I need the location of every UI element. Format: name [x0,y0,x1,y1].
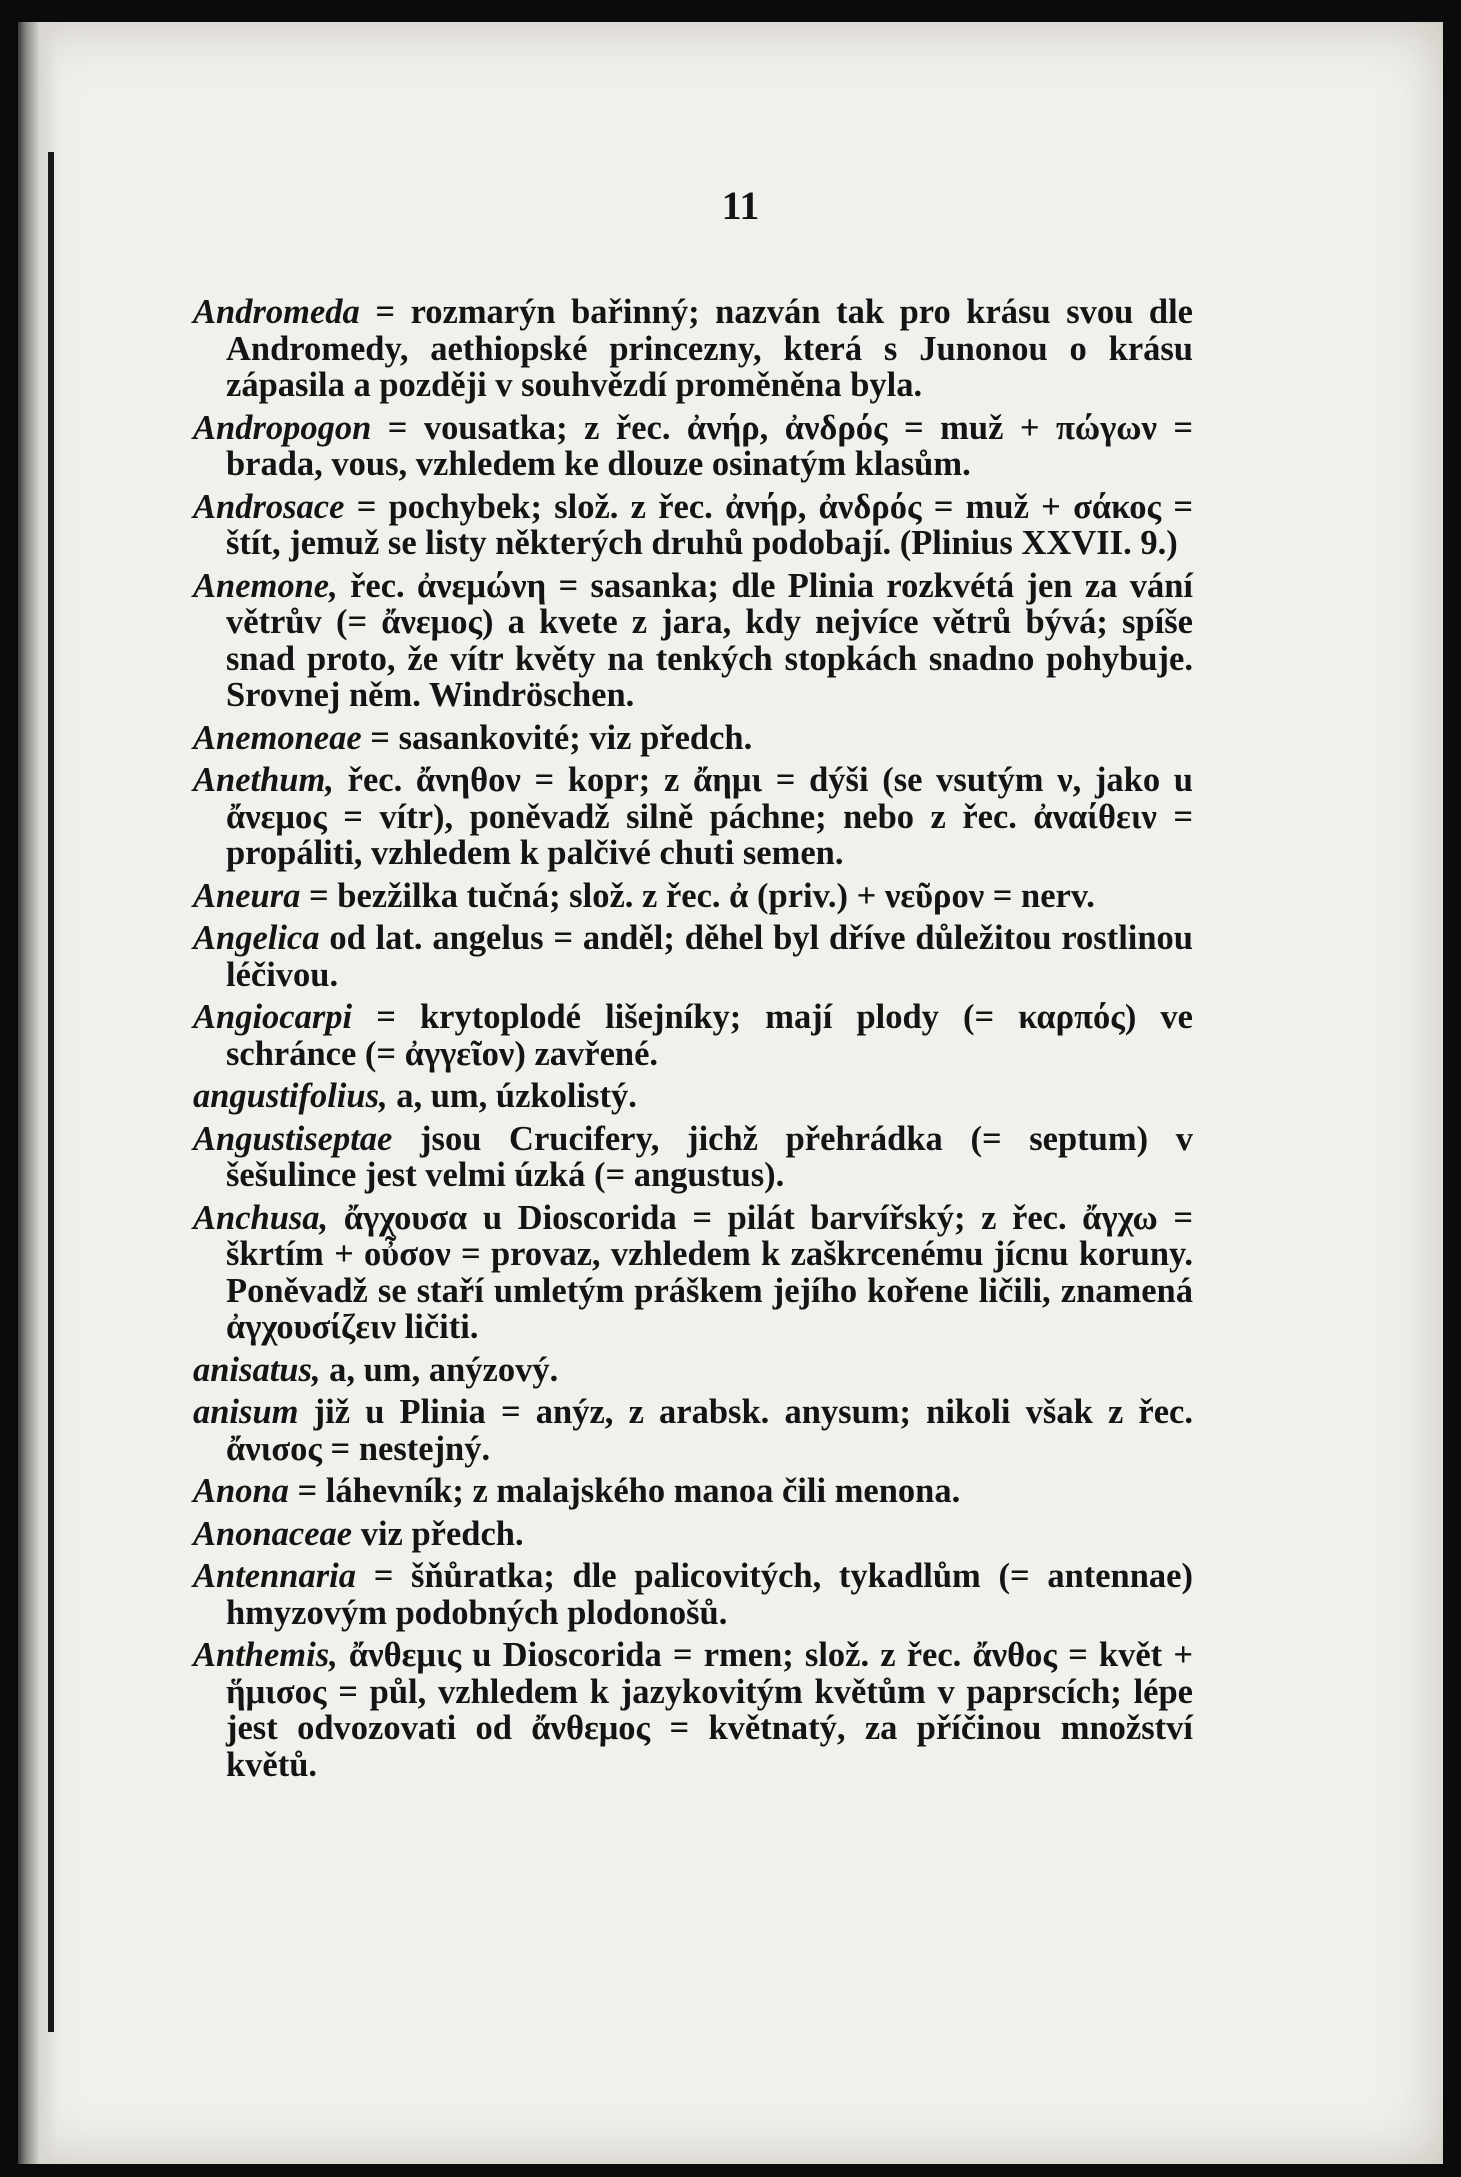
entry-headword: Anemoneae [193,718,362,757]
entry-definition: a, um, úzkolistý. [387,1077,637,1115]
entry-definition: = šňůratka; dle palicovitých, tykadlům (= antennae) hmyzovým podobných plodonošů. [226,1557,1193,1632]
entry-headword: Anemone, [193,566,338,605]
page-number: 11 [721,183,760,228]
dictionary-entry [193,294,1193,404]
entry-headword: Anonaceae [193,1514,353,1553]
dictionary-entry [193,1352,1193,1389]
entry-definition: od lat. angelus = anděl; děhel byl dříve důležitou rostlinou léčivou. [226,919,1193,994]
entry-headword: Andropogon [193,408,372,447]
entry-headword: Antennaria [193,1557,356,1595]
dictionary-entry [193,762,1193,872]
dictionary-entry [193,878,1193,915]
entry-definition: řec. ἀνεμώνη = sasanka; dle Plinia rozkvétá jen za vání větrův (= ἄνεμος) a kvete z jara, kdy nejvíce větrů bývá; spíše snad proto, že vítr květy na tenkých stopkách snadno pohybuje. Srovnej něm. Windröschen. [226,566,1193,714]
dictionary-entry [193,999,1193,1072]
dictionary-entry [193,1516,1193,1553]
entry-headword: Anchusa, [193,1198,329,1237]
entry-headword: anisum [193,1393,299,1431]
entry-definition: a, um, anýzový. [320,1350,559,1389]
dictionary-entry [193,1200,1193,1346]
binding-line [48,152,54,2032]
dictionary-entry [193,1078,1193,1115]
dictionary-entries [193,294,1193,1789]
entry-headword: Andromeda [193,293,360,331]
entry-definition: = vousatka; z řec. ἀνήρ, ἀνδρός = muž + πώγων = brada, vous, vzhledem ke dlouze osinatým klasům. [226,408,1193,483]
entry-headword: Anethum, [193,761,334,799]
dictionary-entry [193,1558,1193,1631]
entry-definition: = láhevník; z malajského manoa čili menona. [288,1472,961,1510]
entry-definition: = bezžilka tučná; slož. z řec. ἀ (priv.) + νεῦρον = nerv. [300,876,1095,915]
entry-headword: Aneura [193,876,301,915]
entry-headword: Anona [193,1472,289,1510]
dictionary-entry [193,920,1193,993]
dictionary-entry [193,568,1193,714]
entry-definition: = krytoplodé lišejníky; mají plody (= καρπός) ve schránce (= ἀγγεῖον) zavřené. [226,998,1193,1073]
entry-headword: Anthemis, [193,1636,338,1674]
entry-definition: = pochybek; slož. z řec. ἀνήρ, ἀνδρός = muž + σάκος = štít, jemuž se listy některých druhů podobají. (Plinius XXVII. 9.) [226,487,1193,562]
entry-definition: řec. ἄνηθον = kopr; z ἄημι = dýši (se vsutým ν, jako u ἄνεμος = vítr), poněvadž silně páchne; nebo z řec. ἀναίθειν = propáliti, vzhledem k palčivé chuti semen. [226,761,1193,872]
entry-headword: Angustiseptae [193,1119,393,1158]
entry-definition: viz předch. [352,1514,524,1553]
entry-definition: ἄνθεμις u Dioscorida = rmen; slož. z řec. ἄνθος = květ + ἥμισος = půl, vzhledem k jazykovitým květům v paprscích; lépe jest odvozovati od ἄνθεμος = květnatý, za příčinou množství květů. [226,1636,1193,1784]
entry-definition: = rozmarýn bařinný; nazván tak pro krásu svou dle Andromedy, aethiopské princezny, která s Junonou o krásu zápasila a později v souhvězdí proměněna byla. [226,293,1193,404]
entry-definition: jsou Crucifery, jichž přehrádka (= septum) v šešulince jest velmi úzká (= angustus). [226,1119,1193,1194]
entry-headword: Angiocarpi [193,998,353,1036]
dictionary-entry [193,410,1193,483]
entry-headword: anisatus, [193,1350,321,1389]
dictionary-entry [193,1637,1193,1783]
dictionary-entry [193,489,1193,562]
entry-headword: angustifolius, [193,1077,388,1115]
dictionary-entry [193,720,1193,757]
entry-definition: ἄγχουσα u Dioscorida = pilát barvířský; z řec. ἄγχω = škrtím + οὖσον = provaz, vzhledem k zaškrcenému jícnu koruny. Poněvadž se staří umletým práškem jejího kořene ličili, znamená ἀγχουσίζειν ličiti. [226,1198,1193,1346]
dictionary-entry [193,1473,1193,1510]
book-page [18,22,1443,2164]
entry-definition: = sasankovité; viz předch. [361,718,753,757]
entry-headword: Angelica [193,919,320,957]
dictionary-entry [193,1121,1193,1194]
entry-definition: již u Plinia = anýz, z arabsk. anysum; nikoli však z řec. ἄνισος = nestejný. [226,1393,1193,1468]
entry-headword: Androsace [193,487,345,526]
dictionary-entry [193,1394,1193,1467]
